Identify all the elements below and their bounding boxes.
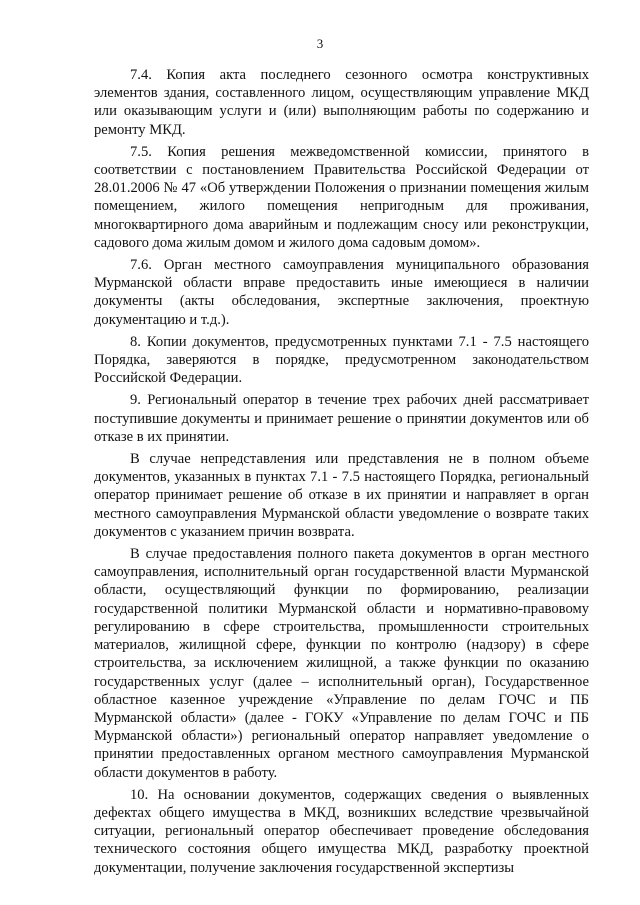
paragraph-9-acceptance: В случае предоставления полного пакета документов в орган местного самоуправления, исполнительный орган государственной власти Мурманской области, осуществляющий функции по формированию, реализации государственной политики Мурманской области и нормативно-правовому регулированию в сфере строительства, промышленности строительных материалов, жилищной сфере, функции по контролю (надзору) в сфере строительства, за исключением жилищной, а также функции по оказанию государственных услуг (далее – исполнительный орган), Государственное областное казенное учреждение «Управление по делам ГОЧС и ПБ Мурманской области» (далее - ГОКУ «Управление по делам ГОЧС и ПБ Мурманской области») региональный оператор направляет уведомление о принятии предоставленных органом местного самоуправления Мурманской области документов в работу. xyxy=(94,546,589,781)
document-body xyxy=(94,66,589,881)
paragraph-10: 10. На основании документов, содержащих сведения о выявленных дефектах общего имущества в МКД, возникших вследствие чрезвычайной ситуации, региональный оператор обеспечивает проведение обследования технического состояния общего имущества МКД, разработку проектной документации, получение заключения государственной экспертизы xyxy=(94,786,589,876)
paragraph-8: 8. Копии документов, предусмотренных пунктами 7.1 - 7.5 настоящего Порядка, заверяются в порядке, предусмотренном законодательством Российской Федерации. xyxy=(94,333,589,387)
paragraph-7-6: 7.6. Орган местного самоуправления муниципального образования Мурманской области вправе предоставить иные имеющиеся в наличии документы (акты обследования, экспертные заключения, проектную документацию и т.д.). xyxy=(94,257,589,328)
paragraph-7-4: 7.4. Копия акта последнего сезонного осмотра конструктивных элементов здания, составленного лицом, осуществляющим управление МКД или оказывающим услуги и (или) выполняющим работы по содержанию и ремонту МКД. xyxy=(94,67,589,138)
paragraph-7-5: 7.5. Копия решения межведомственной комиссии, принятого в соответствии с постановлением Правительства Российской Федерации от 28.01.2006 № 47 «Об утверждении Положения о признании помещения жилым помещением, жилого помещения непригодным для проживания, многоквартирного дома аварийным и подлежащим сносу или реконструкции, садового дома жилым домом и жилого дома садовым домом». xyxy=(94,143,589,251)
paragraph-9: 9. Региональный оператор в течение трех рабочих дней рассматривает поступившие документы и принимает решение о принятии документов или об отказе в их принятии. xyxy=(94,392,589,445)
page-number: 3 xyxy=(316,36,324,51)
paragraph-9-refusal: В случае непредставления или представления не в полном объеме документов, указанных в пунктах 7.1 - 7.5 настоящего Порядка, региональный оператор принимает решение об отказе в их принятии и направляет в орган местного самоуправления Мурманской области уведомление о возврате таких документов с указанием причин возврата. xyxy=(94,451,589,540)
